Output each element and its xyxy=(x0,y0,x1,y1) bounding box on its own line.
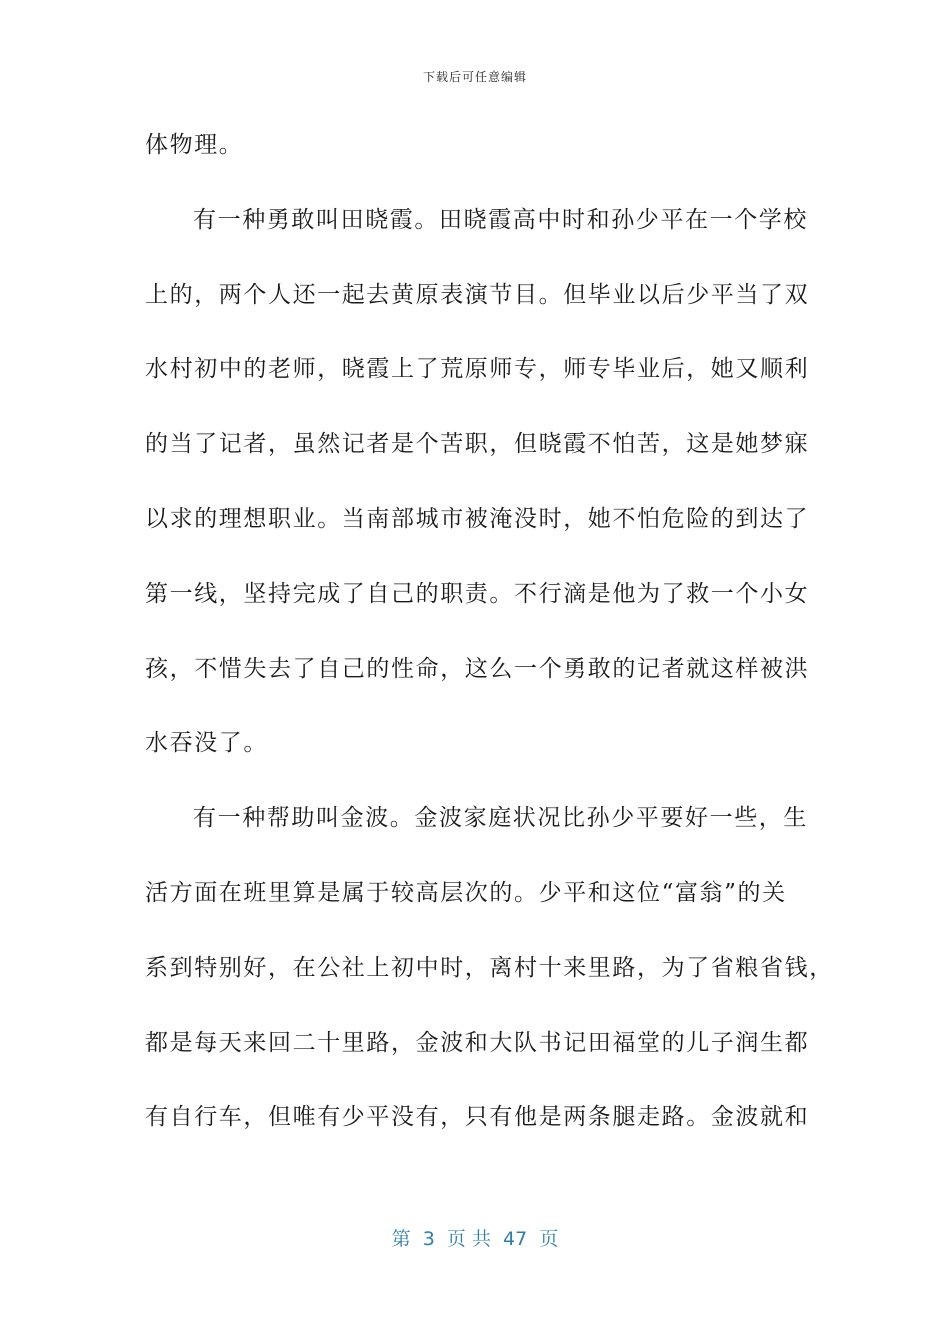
text-line: 以求的理想职业。当南部城市被淹没时，她不怕危险的到达了 xyxy=(145,505,810,532)
current-page-number: 3 xyxy=(422,1228,435,1250)
document-body xyxy=(145,122,834,1169)
header-note: 下载后可任意编辑 xyxy=(422,70,527,84)
text-line: 体物理。 xyxy=(145,132,244,158)
text-line: 有一种勇敢叫田晓霞。田晓霞高中时和孙少平在一个学校 xyxy=(193,206,808,233)
text-line: 水吞没了。 xyxy=(145,730,268,757)
text-line: 活方面在班里算是属于较高层次的。少平和这位“富翁”的关 xyxy=(145,879,787,906)
text-line: 第一线，坚持完成了自己的职责。不行滴是他为了救一个小女 xyxy=(145,580,810,607)
text-line: 都是每天来回二十里路，金波和大队书记田福堂的儿子润生都 xyxy=(145,1029,810,1056)
text-line: 水村初中的老师，晓霞上了荒原师专，师专毕业后，她又顺利 xyxy=(145,356,810,383)
page-footer xyxy=(0,1224,950,1251)
text-line: 有自行车，但唯有少平没有，只有他是两条腿走路。金波就和 xyxy=(145,1104,810,1131)
text-line: 上的，两个人还一起去黄原表演节目。但毕业以后少平当了双 xyxy=(145,281,810,308)
text-line: 孩，不惜失去了自己的性命，这么一个勇敢的记者就这样被洪 xyxy=(145,655,810,682)
total-pages-number: 47 xyxy=(503,1228,528,1250)
footer-prefix: 第 xyxy=(391,1228,423,1250)
footer-middle: 页 共 xyxy=(434,1228,504,1250)
text-line: 系到特别好，在公社上初中时，离村十来里路，为了省粮省钱， xyxy=(145,954,834,981)
text-line: 的当了记者，虽然记者是个苦职，但晓霞不怕苦，这是她梦寐 xyxy=(145,431,810,458)
footer-suffix: 页 xyxy=(527,1228,559,1250)
text-line: 有一种帮助叫金波。金波家庭状况比孙少平要好一些，生 xyxy=(193,805,808,832)
